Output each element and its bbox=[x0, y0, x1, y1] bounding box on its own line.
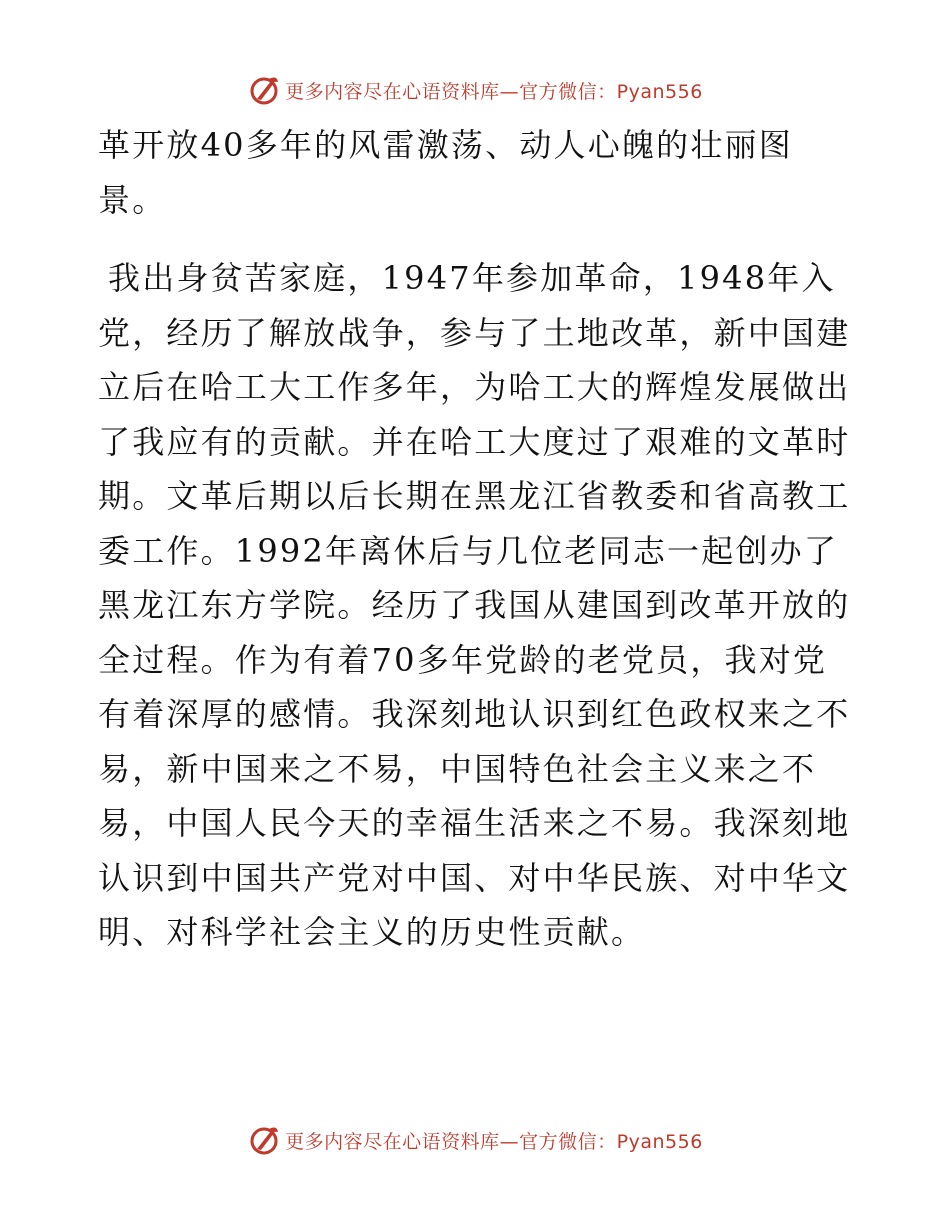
quill-pen-circle-icon bbox=[247, 73, 281, 107]
quill-pen-circle-icon bbox=[247, 1123, 281, 1157]
document-body bbox=[98, 118, 858, 960]
header-banner bbox=[0, 70, 950, 110]
header-banner-text: 更多内容尽在心语资料库—官方微信：Pyan556 bbox=[285, 80, 703, 103]
footer-banner bbox=[0, 1120, 950, 1160]
paragraph-continuation: 革开放40多年的风雷激荡、动人心魄的壮丽图景。 bbox=[98, 126, 793, 219]
paragraph-main: 我出身贫苦家庭，1947年参加革命，1948年入党，经历了解放战争，参与了土地改革，新中国建立后在哈工大工作多年，为哈工大的辉煌发展做出了我应有的贡献。并在哈工大度过了艰难的文革时期。文革后期以后长期在黑龙江省教委和省高教工委工作。1992年离休后与几位老同志一起创办了黑龙江东方学院。经历了我国从建国到改革开放的全过程。作为有着70多年党龄的老党员，我对党有着深厚的感情。我深刻地认识到红色政权来之不易，新中国来之不易，中国特色社会主义来之不易，中国人民今天的幸福生活来之不易。我深刻地认识到中国共产党对中国、对中华民族、对中华文明、对科学社会主义的历史性贡献。 bbox=[98, 259, 851, 951]
footer-banner-text: 更多内容尽在心语资料库—官方微信：Pyan556 bbox=[285, 1130, 703, 1153]
